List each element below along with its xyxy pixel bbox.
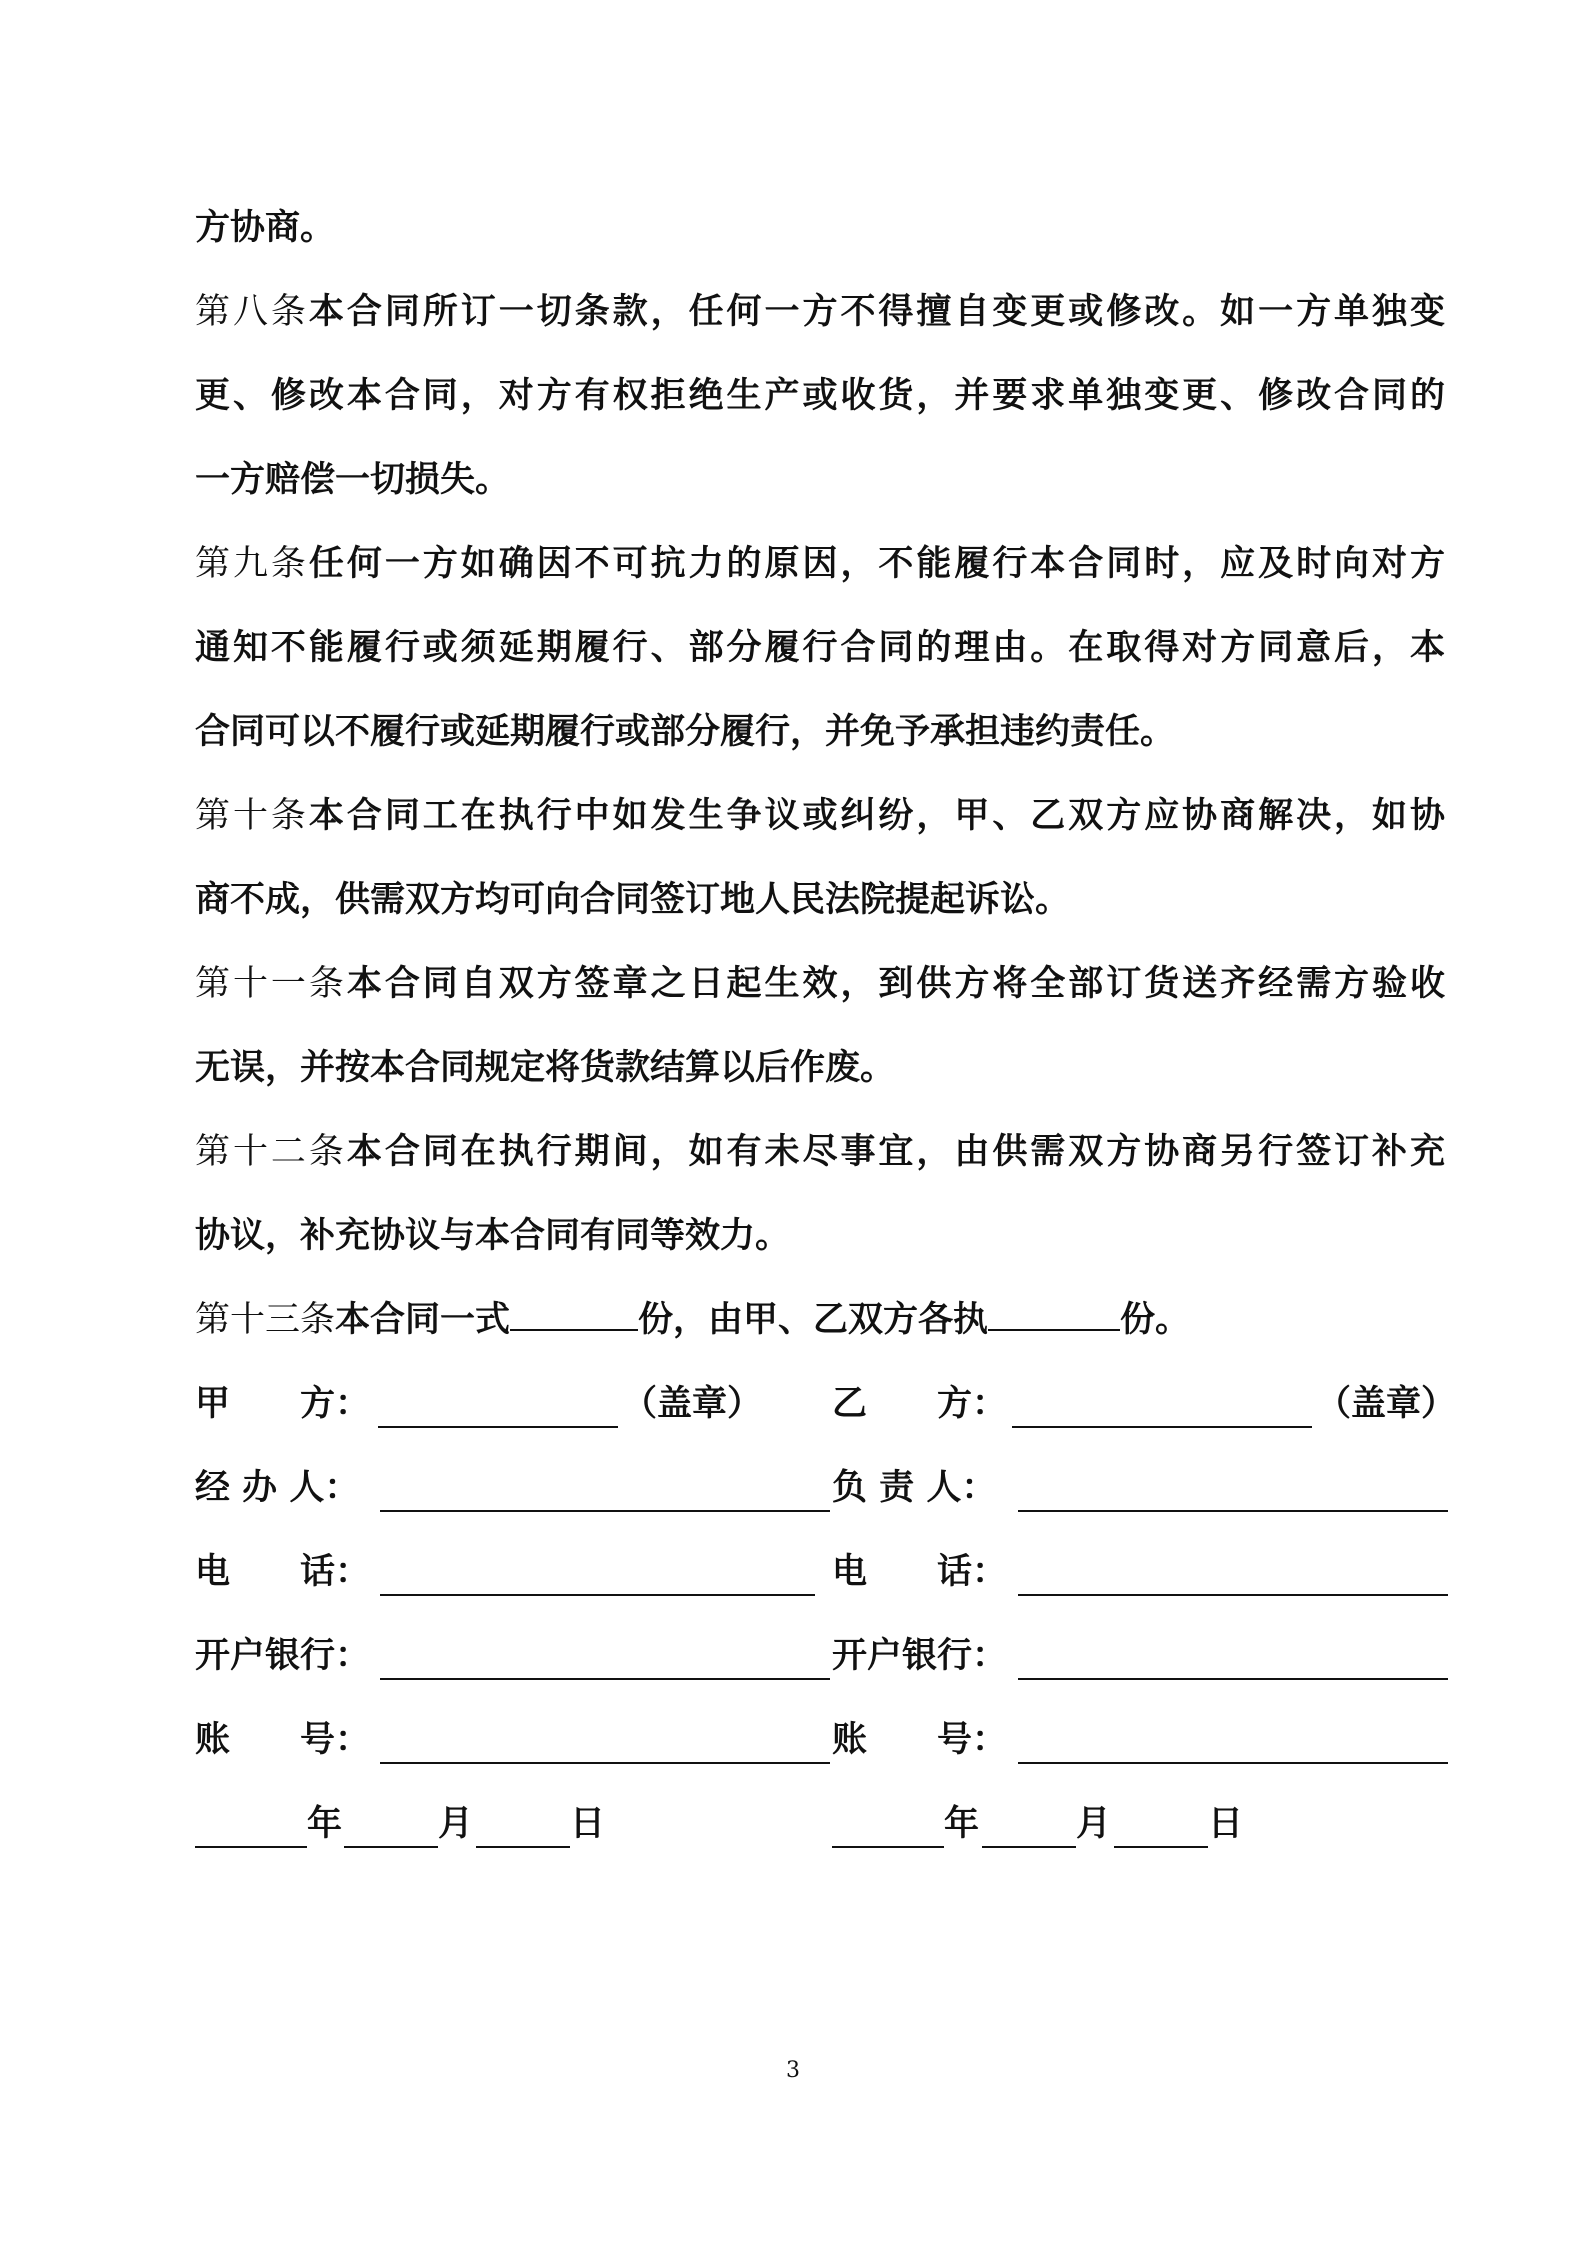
party-a-month-field[interactable] — [344, 1846, 438, 1848]
party-b-seal: （盖章） — [1316, 1384, 1457, 1424]
party-b-month-field[interactable] — [982, 1846, 1076, 1848]
party-a-phone-field[interactable] — [380, 1594, 815, 1596]
article-11-line-1: 第十一条本合同自双方签章之日起生效，到供方将全部订货送齐经需方验收 — [195, 964, 1445, 1004]
party-b-bank-field[interactable] — [1018, 1678, 1448, 1680]
party-a-account-field[interactable] — [380, 1762, 830, 1764]
article-10-line-1: 第十条本合同工在执行中如发生争议或纠纷，甲、乙双方应协商解决，如协 — [195, 796, 1445, 836]
party-b-field[interactable] — [1012, 1426, 1312, 1428]
party-b-day-label: 日 — [1208, 1804, 1244, 1844]
article-13-heading: 第十三条 — [195, 1300, 336, 1340]
party-b-month-label: 月 — [1076, 1804, 1112, 1844]
party-a-day-field[interactable] — [476, 1846, 570, 1848]
party-b-bank-label: 开户银行： — [832, 1636, 1008, 1676]
handler-label: 经 办 人： — [195, 1468, 360, 1508]
article-10-line-2: 商不成，供需双方均可向合同签订地人民法院提起诉讼。 — [195, 880, 1071, 920]
copies-each-blank[interactable] — [988, 1299, 1120, 1331]
party-a-account-label: 账 号： — [195, 1720, 371, 1760]
article-12-line-2: 协议，补充协议与本合同有同等效力。 — [195, 1216, 791, 1256]
text-line: 方协商。 — [195, 208, 336, 248]
article-9-line-1: 第九条任何一方如确因不可抗力的原因，不能履行本合同时，应及时向对方 — [195, 544, 1445, 584]
party-a-field[interactable] — [378, 1426, 618, 1428]
article-11-line-2: 无误，并按本合同规定将货款结算以后作废。 — [195, 1048, 896, 1088]
party-a-year-field[interactable] — [195, 1846, 307, 1848]
party-b-phone-field[interactable] — [1018, 1594, 1448, 1596]
party-a-seal: （盖章） — [622, 1384, 763, 1424]
party-a-month-label: 月 — [438, 1804, 474, 1844]
article-8-line-1: 第八条本合同所订一切条款，任何一方不得擅自变更或修改。如一方单独变 — [195, 292, 1445, 332]
party-b-year-label: 年 — [944, 1804, 980, 1844]
page-number: 3 — [786, 2058, 800, 2083]
party-a-bank-label: 开户银行： — [195, 1636, 371, 1676]
article-9-line-2: 通知不能履行或须延期履行、部分履行合同的理由。在取得对方同意后，本 — [195, 628, 1445, 668]
party-b-account-field[interactable] — [1018, 1762, 1448, 1764]
party-b-day-field[interactable] — [1114, 1846, 1208, 1848]
copies-total-blank[interactable] — [510, 1299, 638, 1331]
article-8-heading: 第八条 — [195, 292, 309, 332]
party-a-year-label: 年 — [307, 1804, 343, 1844]
article-9-line-3: 合同可以不履行或延期履行或部分履行，并免予承担违约责任。 — [195, 712, 1176, 752]
article-12-line-1: 第十二条本合同在执行期间，如有未尽事宜，由供需双方协商另行签订补充 — [195, 1132, 1445, 1172]
party-a-day-label: 日 — [570, 1804, 606, 1844]
party-a-label: 甲 方： — [195, 1384, 371, 1424]
party-b-account-label: 账 号： — [832, 1720, 1008, 1760]
party-a-bank-field[interactable] — [380, 1678, 830, 1680]
article-8-line-2: 更、修改本合同，对方有权拒绝生产或收货，并要求单独变更、修改合同的 — [195, 376, 1445, 416]
article-9-heading: 第九条 — [195, 544, 309, 584]
responsible-label: 负 责 人： — [832, 1468, 997, 1508]
article-12-heading: 第十二条 — [195, 1132, 347, 1172]
article-11-heading: 第十一条 — [195, 964, 347, 1004]
handler-field[interactable] — [380, 1510, 830, 1512]
article-13-line: 第十三条本合同一式 份，由甲、乙双方各执 份。 — [195, 1300, 1191, 1340]
party-b-year-field[interactable] — [832, 1846, 944, 1848]
party-a-phone-label: 电 话： — [195, 1552, 371, 1592]
party-b-label: 乙 方： — [832, 1384, 1008, 1424]
article-10-heading: 第十条 — [195, 796, 309, 836]
article-8-line-3: 一方赔偿一切损失。 — [195, 460, 511, 500]
party-b-phone-label: 电 话： — [832, 1552, 1008, 1592]
responsible-field[interactable] — [1018, 1510, 1448, 1512]
